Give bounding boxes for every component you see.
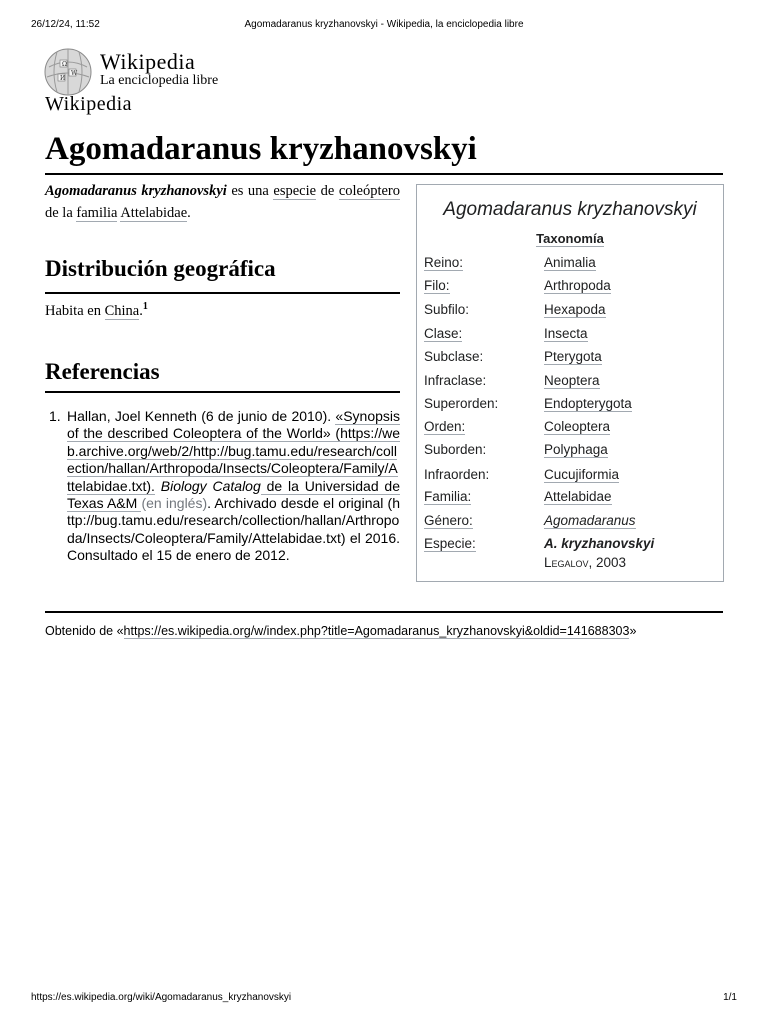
rank-label[interactable]: Género: [424, 513, 473, 528]
taxobox-row [424, 255, 716, 275]
taxobox-row [424, 373, 716, 393]
print-footer [31, 992, 737, 1006]
svg-text:W: W [71, 70, 78, 77]
rank-value[interactable]: Pterygota [544, 349, 602, 364]
rank-value[interactable]: Neoptera [544, 373, 600, 388]
rank-value: A. kryzhanovskyi [544, 536, 655, 551]
rank-value[interactable]: Insecta [544, 326, 588, 341]
distribution-prefix: Habita en [45, 303, 105, 319]
rank-value[interactable]: Hexapoda [544, 302, 606, 317]
permanent-link[interactable]: https://es.wikipedia.org/w/index.php?title=Agomadaranus_kryzhanovskyi&oldid=141688303 [123, 624, 630, 638]
rank-value[interactable]: Coleoptera [544, 419, 611, 434]
reference-title-link[interactable]: «Synopsis of the described Coleoptera of the World» (https://web.archive.org/web/2/http://bug.tamu.edu/research/collection/hallan/Arthropoda/Insects/Coleoptera/Family/Attelabidae.txt). [67, 408, 400, 494]
rank-label: Infraclase: [424, 373, 487, 388]
footer-divider [45, 611, 723, 613]
svg-text:Ω: Ω [62, 61, 67, 68]
taxobox-row [424, 278, 716, 298]
logo-tagline: La enciclopedia libre [100, 73, 219, 88]
rank-label[interactable]: Orden: [424, 419, 466, 434]
section-heading-distribution: Distribución geográfica [45, 256, 276, 281]
rank-label: Subfilo: [424, 302, 470, 317]
link-attelabidae[interactable]: Attelabidae [120, 205, 188, 221]
intro-text: . [187, 205, 191, 221]
rank-label[interactable]: Clase: [424, 326, 463, 341]
link-universidad[interactable]: de la Universidad de Texas A&M [67, 477, 401, 512]
intro-text: de la [45, 205, 77, 221]
taxobox-title: Agomadaranus kryzhanovskyi [443, 199, 697, 220]
wikipedia-globe-icon [43, 47, 93, 97]
print-header [31, 19, 737, 33]
taxobox-subheader[interactable]: Taxonomía [536, 231, 604, 246]
taxobox-row [424, 326, 716, 346]
svg-text:И: И [60, 75, 66, 82]
intro-text: de [316, 183, 339, 199]
wikipedia-logo[interactable] [43, 45, 263, 115]
intro-taxon: Agomadaranus kryzhanovskyi [45, 183, 227, 199]
taxobox-row [424, 467, 716, 487]
reference-archived: . Archivado desde el original (http://bug.tamu.edu/research/collection/hallan/Arthropoda/Insects/Coleoptera/Family/Attelabidae.txt) el 2016. Consultado el 15 de enero de 2012. [67, 495, 400, 564]
obtained-suffix: » [629, 624, 637, 638]
distribution-suffix: . [139, 303, 143, 319]
rank-label[interactable]: Familia: [424, 489, 472, 504]
page-title: Agomadaranus kryzhanovskyi [45, 131, 477, 167]
rank-label: Subclase: [424, 349, 484, 364]
print-title: Agomadaranus kryzhanovskyi - Wikipedia, la enciclopedia libre [244, 19, 524, 30]
rank-value[interactable]: Endopterygota [544, 396, 632, 411]
title-divider [45, 173, 723, 175]
rank-label: Suborden: [424, 442, 487, 457]
link-especie[interactable]: especie [273, 183, 317, 199]
reference-item [67, 408, 400, 565]
logo-wordmark: Wikipedia [100, 49, 196, 74]
print-url: https://es.wikipedia.org/wiki/Agomadaranus_kryzhanovskyi [31, 992, 292, 1003]
taxobox-row [424, 442, 716, 462]
reference-journal: Biology Catalog [160, 477, 261, 494]
taxobox-row [424, 513, 716, 533]
taxobox [416, 184, 724, 582]
taxobox-row [424, 489, 716, 509]
intro-text: es una [226, 183, 274, 199]
distribution-text [45, 303, 148, 320]
reference-number: 1. [49, 408, 61, 424]
taxobox-row [424, 396, 716, 416]
rank-label[interactable]: Reino: [424, 255, 464, 270]
article-intro [45, 180, 400, 224]
rank-label: Infraorden: [424, 467, 490, 482]
obtained-from [45, 624, 636, 638]
rank-value[interactable]: Arthropoda [544, 278, 611, 293]
link-familia[interactable]: familia [76, 205, 118, 221]
rank-value[interactable]: Polyphaga [544, 442, 608, 457]
print-date: 26/12/24, 11:52 [31, 19, 100, 30]
rank-value[interactable]: Cucujiformia [544, 467, 620, 482]
rank-value[interactable]: Animalia [544, 255, 596, 270]
link-coleoptero[interactable]: coleóptero [338, 183, 401, 199]
taxobox-row [424, 419, 716, 439]
obtained-prefix: Obtenido de « [45, 624, 124, 638]
reference-language: (en inglés) [141, 495, 208, 512]
logo-wordmark-secondary: Wikipedia [45, 93, 132, 115]
link-china[interactable]: China [104, 303, 140, 319]
taxon-authority: Legalov, 2003 [544, 555, 627, 570]
section-divider [45, 292, 400, 294]
section-divider [45, 391, 400, 393]
print-page-number: 1/1 [723, 992, 737, 1003]
rank-value[interactable]: Attelabidae [544, 489, 612, 504]
taxobox-row [424, 349, 716, 369]
section-heading-references: Referencias [45, 359, 160, 384]
rank-label[interactable]: Especie: [424, 536, 476, 551]
taxobox-row [424, 302, 716, 322]
rank-label: Superorden: [424, 396, 499, 411]
reference-author: Hallan, Joel Kenneth (6 de junio de 2010). [67, 408, 332, 424]
rank-label[interactable]: Filo: [424, 278, 450, 293]
taxobox-row [424, 536, 716, 556]
references-list [45, 408, 400, 565]
reference-marker[interactable]: 1 [142, 301, 148, 313]
rank-value[interactable]: Agomadaranus [544, 513, 636, 528]
